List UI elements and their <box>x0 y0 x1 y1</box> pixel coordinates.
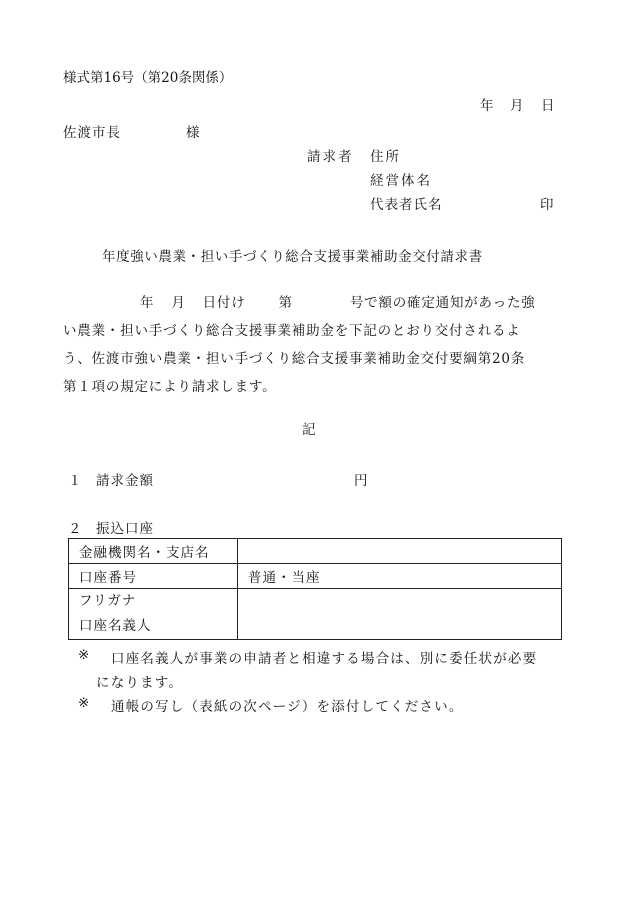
note1-mark: ※ <box>78 647 90 663</box>
addressee-honorific: 様 <box>186 125 200 141</box>
notice-text: 号で額の確定通知があった強 <box>349 295 536 311</box>
account-holder-label: 口座名義人 <box>79 618 152 634</box>
note1-line1: 口座名義人が事業の申請者と相違する場合は、別に委任状が必要 <box>111 651 538 667</box>
item2-label: 振込口座 <box>96 521 154 537</box>
date-month-label: 月 <box>510 98 524 114</box>
account-type-field[interactable]: 普通・当座 <box>238 564 562 589</box>
notice-date-label: 日付け <box>202 295 246 311</box>
item1-label: 請求金額 <box>96 473 154 489</box>
ki-heading: 記 <box>302 422 316 438</box>
body-line-4: 第１項の規定により請求します。 <box>63 379 277 395</box>
date-day-label: 日 <box>541 98 555 114</box>
date-year-label: 年 <box>480 98 494 114</box>
table-row <box>69 589 562 640</box>
item2-number: ２ <box>68 521 82 537</box>
notice-number-prefix: 第 <box>278 295 293 311</box>
note2-mark: ※ <box>78 695 90 711</box>
notice-year-label: 年 <box>140 295 155 311</box>
table-row <box>69 564 562 589</box>
item1-unit: 円 <box>354 473 368 489</box>
notice-month-label: 月 <box>171 295 186 311</box>
bank-account-table <box>68 538 562 640</box>
seal-mark: 印 <box>540 197 554 213</box>
requester-label: 請求者 <box>307 149 354 165</box>
addressee-name: 佐渡市長 <box>63 125 121 141</box>
body-line-1 <box>63 289 563 317</box>
body-line-3: う、佐渡市強い農業・担い手づくり総合支援事業補助金交付要綱第20条 <box>63 351 526 367</box>
item1-number: １ <box>68 473 82 489</box>
note1-line2: になります。 <box>96 675 184 691</box>
account-number-label: 口座番号 <box>69 564 238 589</box>
furigana-label: フリガナ <box>79 593 137 609</box>
bank-name-field[interactable] <box>238 539 562 564</box>
representative-label: 代表者氏名 <box>370 197 443 213</box>
business-name-label: 経営体名 <box>370 173 432 189</box>
body-paragraph <box>63 289 563 401</box>
address-label: 住所 <box>370 149 401 165</box>
document-title: 年度強い農業・担い手づくり総合支援事業補助金交付請求書 <box>102 249 483 265</box>
note2-text: 通帳の写し（表紙の次ページ）を添付してください。 <box>111 699 464 715</box>
account-holder-field[interactable] <box>238 589 562 640</box>
bank-name-label: 金融機関名・支店名 <box>69 539 238 564</box>
account-holder-label-cell <box>69 589 238 640</box>
form-number: 様式第16号（第20条関係） <box>63 70 233 86</box>
table-row <box>69 539 562 564</box>
body-line-2: い農業・担い手づくり総合支援事業補助金を下記のとおり交付されるよ <box>63 323 521 339</box>
